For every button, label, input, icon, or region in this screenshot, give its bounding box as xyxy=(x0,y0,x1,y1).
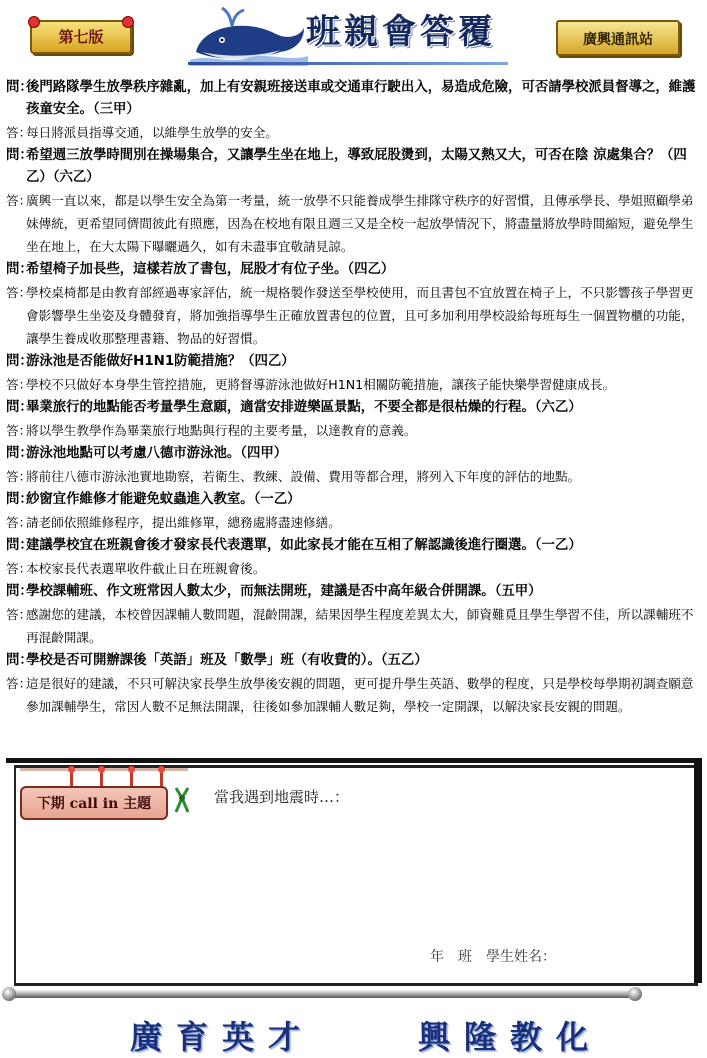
question-item xyxy=(6,351,700,373)
answer-item xyxy=(6,672,700,718)
box-right-border xyxy=(694,761,702,983)
answer-mark: 答： xyxy=(6,469,32,484)
question-mark: 問： xyxy=(6,354,33,369)
newsletter-label: 廣興通訊站 xyxy=(583,32,653,48)
question-mark: 問： xyxy=(6,584,33,599)
answer-mark: 答： xyxy=(6,676,32,691)
answer-item xyxy=(6,465,700,488)
scroll-knob-icon xyxy=(2,987,16,1001)
question-item xyxy=(6,259,700,281)
answer-mark: 答： xyxy=(6,515,32,530)
footer-motto-right: 興隆教化 xyxy=(418,1018,603,1056)
question-text: 紗窗宜作維修才能避免蚊蟲進入教室。（一乙） xyxy=(26,492,301,507)
page-title: 班親會答覆 xyxy=(306,12,496,52)
footer-motto-left: 廣育英才 xyxy=(130,1018,315,1056)
question-mark: 問： xyxy=(6,492,33,507)
answer-item xyxy=(6,419,700,442)
answer-text: 廣興一直以來，都是以學生安全為第一考量，統一放學不只能養成學生排隊守秩序的好習慣，且傳承學長、學姐照顧學弟妹傳統，更希望同儕間彼此有照應，因為在校地有限且週三又是全校一起放學情況下，將盡量將放學時間縮短，避免學生坐在地上，在大太陽下曝曬過久，如有未盡事宜敬請見諒。 xyxy=(26,193,694,254)
answer-item xyxy=(6,373,700,396)
question-mark: 問： xyxy=(6,262,33,277)
question-mark: 問： xyxy=(6,148,33,163)
question-text: 游泳池地點可以考慮八德市游泳池。（四甲） xyxy=(26,446,288,461)
question-mark: 問： xyxy=(6,538,33,553)
answer-text: 學校桌椅都是由教育部經過專家評估，統一規格製作發送至學校使用，而且書包不宜放置在椅子上，不只影響孩子學習更會影響學生坐姿及身體發育，將加強指導學生正確放置書包的位置，且可多加利用學校設給每班每生一個置物櫃的功能，讓學生養成收那整理書籍、物品的好習慣。 xyxy=(26,285,694,346)
question-item xyxy=(6,650,700,672)
answer-mark: 答： xyxy=(6,193,32,208)
question-item xyxy=(6,145,700,189)
edition-badge xyxy=(30,20,132,54)
question-mark: 問： xyxy=(6,446,33,461)
answer-mark: 答： xyxy=(6,377,32,392)
answer-text: 感謝您的建議，本校曾因課輔人數問題，混齡開課，結果因學生程度差異太大，師資難覓且學生學習不佳，所以課輔班不再混齡開課。 xyxy=(26,607,694,645)
box-top-border xyxy=(6,758,702,763)
callin-prompt: 當我遇到地震時…： xyxy=(214,788,350,806)
answer-text: 將以學生教學作為畢業旅行地點與行程的主要考量，以達教育的意義。 xyxy=(26,423,417,438)
title-underline xyxy=(188,62,508,65)
edition-label: 第七版 xyxy=(58,28,104,46)
question-mark: 問： xyxy=(6,653,33,668)
scroll-rod xyxy=(8,990,636,998)
answer-text: 這是很好的建議，不只可解決家長學生放學後安親的問題，更可提升學生英語、數學的程度，只是學校每學期初調查願意參加課輔學生，常因人數不足無法開課，往後如參加課輔人數足夠，學校一定開課，以解決家長安親的問題。 xyxy=(26,676,694,714)
answer-text: 請老師依照維修程序，提出維修單，總務處將盡速修繕。 xyxy=(26,515,341,530)
answer-item xyxy=(6,603,700,649)
answer-text: 本校家長代表選單收件截止日在班親會後。 xyxy=(26,561,266,576)
answer-mark: 答： xyxy=(6,125,32,140)
answer-item xyxy=(6,511,700,534)
question-text: 畢業旅行的地點能否考量學生意願，適當安排遊樂區景點，不要全都是很枯燥的行程。（六乙） xyxy=(26,400,582,415)
question-item xyxy=(6,535,700,557)
callin-topic-tag xyxy=(20,786,168,820)
question-item xyxy=(6,443,700,465)
answer-text: 學校不只做好本身學生管控措施，更將督導游泳池做好H1N1相關防範措施，讓孩子能快樂學習健康成長。 xyxy=(26,377,616,392)
question-item xyxy=(6,77,700,121)
answer-mark: 答： xyxy=(6,607,32,622)
answer-item xyxy=(6,121,700,144)
newsletter-badge xyxy=(556,20,680,56)
page-header xyxy=(0,0,707,72)
question-text: 學校課輔班、作文班常因人數太少，而無法開班，建議是否中高年級合併開課。（五甲） xyxy=(26,584,542,599)
question-mark: 問： xyxy=(6,80,33,95)
question-text: 希望週三放學時間別在操場集合，又讓學生坐在地上，導致屁股燙到，太陽又熱又大，可否在陰 涼處集合？（四乙）（六乙） xyxy=(26,148,687,185)
question-text: 游泳池是否能做好H1N1防範措施？（四乙） xyxy=(26,354,295,369)
answer-text: 每日將派員指導交通，以維學生放學的安全。 xyxy=(26,125,278,140)
callin-topic-label: 下期 call in 主題 xyxy=(36,796,152,812)
question-text: 後門路隊學生放學秩序雜亂，加上有安親班接送車或交通車行駛出入，易造成危險，可否請學校派員督導之，維護孩童安全。（三甲） xyxy=(26,80,696,117)
question-text: 學校是否可開辦課後「英語」班及「數學」班（有收費的）。（五乙） xyxy=(26,653,428,668)
answer-item xyxy=(6,557,700,580)
qa-list xyxy=(6,77,700,720)
ribbon-icon xyxy=(172,786,192,814)
answer-text: 將前往八德市游泳池實地勘察，若衛生、教練、設備、費用等都合理，將列入下年度的評估的地點。 xyxy=(26,469,581,484)
answer-item xyxy=(6,189,700,258)
answer-mark: 答： xyxy=(6,423,32,438)
whale-icon xyxy=(188,4,308,66)
question-mark: 問： xyxy=(6,400,33,415)
answer-mark: 答： xyxy=(6,285,32,300)
answer-mark: 答： xyxy=(6,561,32,576)
student-signature-field: 年 班 學生姓名： xyxy=(430,949,556,965)
question-item xyxy=(6,489,700,511)
question-text: 建議學校宜在班親會後才發家長代表選單，如此家長才能在互相了解認識後進行圈選。（一乙） xyxy=(26,538,582,553)
question-item xyxy=(6,581,700,603)
scroll-knob-icon xyxy=(628,987,642,1001)
answer-item xyxy=(6,281,700,350)
question-item xyxy=(6,397,700,419)
question-text: 希望椅子加長些，這樣若放了書包，屁股才有位子坐。（四乙） xyxy=(26,262,395,277)
